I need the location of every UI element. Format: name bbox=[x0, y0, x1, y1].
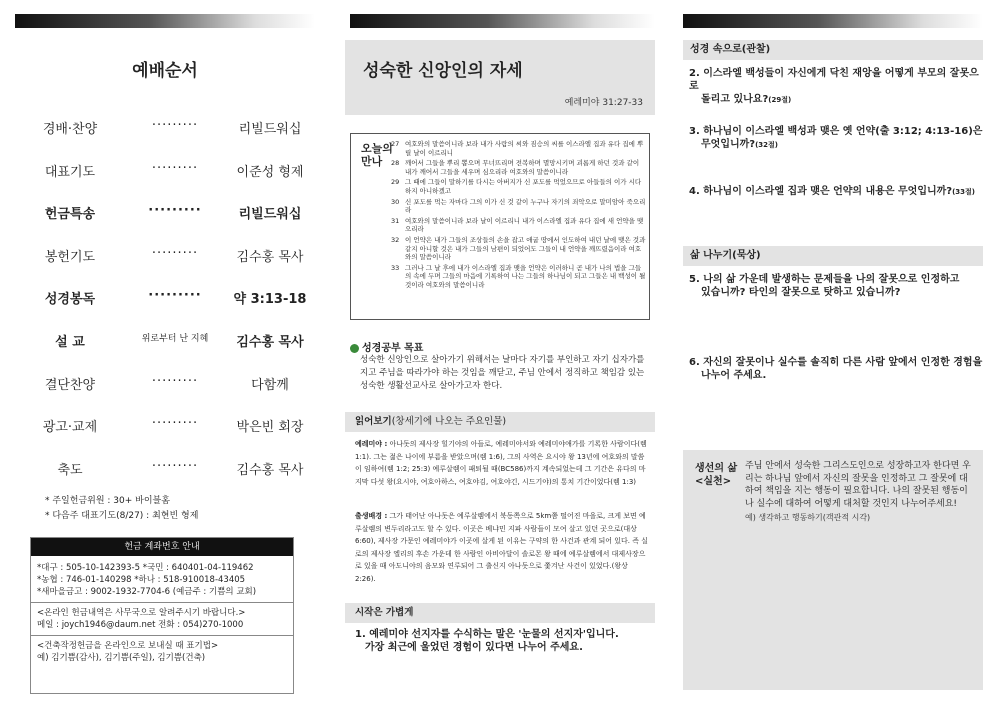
verse-text: 여호와의 말씀이니라 보라 내가 사람의 씨와 짐승의 씨를 이스라엘 집과 유다 집에 뿌릴 날이 이르리니 bbox=[405, 140, 644, 157]
worship-order-row bbox=[30, 161, 310, 181]
worship-order-row bbox=[30, 203, 310, 223]
verse-number: 28 bbox=[391, 159, 400, 168]
verse-number: 31 bbox=[391, 216, 400, 225]
offering-committee-note: * 주일헌금위원 : 30+ 바이블홈 bbox=[45, 496, 170, 506]
order-item-leader: ········· bbox=[148, 203, 202, 219]
offering-accounts bbox=[31, 556, 293, 603]
question-5-line1: 5. 나의 삶 가운데 발생하는 문제들을 나의 잘못으로 인정하고 bbox=[689, 274, 960, 285]
worship-order-row bbox=[30, 459, 310, 479]
order-item-name: 결단찬양 bbox=[44, 377, 96, 393]
question-1 bbox=[355, 628, 619, 654]
question-3 bbox=[689, 125, 982, 152]
order-item-person: 김수홍 목사 bbox=[236, 335, 304, 350]
order-item-name: 경배·찬양 bbox=[42, 122, 98, 137]
scripture-reference: 예레미야 31:27-33 bbox=[564, 98, 643, 108]
order-item-leader: 위로부터 난 지혜 bbox=[141, 334, 209, 344]
worship-order-title: 예배순서 bbox=[132, 61, 198, 81]
column-questions bbox=[683, 0, 983, 707]
today-label-line1: 오늘의 bbox=[361, 142, 393, 155]
question-1-line1: 1. 예레미야 선지자를 수식하는 말은 '눈물의 선지자'입니다. bbox=[355, 629, 619, 640]
verse-item bbox=[391, 198, 646, 215]
worship-order-row bbox=[30, 288, 310, 308]
order-item-leader: ········· bbox=[151, 160, 199, 176]
verse-text: 그러나 그 날 후에 내가 이스라엘 집과 맺을 언약은 이러하니 곧 내가 나의 법을 그들의 속에 두며 그들의 마음에 기록하여 나는 그들의 하나님이 되고 그들은 내 백성이 될 것이라 여호와의 말씀이니라 bbox=[405, 263, 646, 289]
practice-label bbox=[695, 462, 737, 488]
order-item-person: 약 3:13-18 bbox=[233, 292, 307, 308]
question-4-verse: (33절) bbox=[952, 188, 976, 196]
column-worship-order bbox=[0, 0, 320, 707]
order-item-name: 광고·교제 bbox=[42, 420, 98, 436]
order-item-leader: ········· bbox=[148, 288, 202, 304]
question-2-line1: 2. 이스라엘 백성들이 자신에게 닥친 재앙을 어떻게 부모의 잘못으로 bbox=[689, 68, 979, 92]
question-6-line2: 나누어 주세요. bbox=[701, 370, 767, 381]
offering-info-box bbox=[30, 537, 294, 694]
practice-text: 주님 안에서 성숙한 그리스도인으로 성장하고자 한다면 우리는 하나님 앞에서 자신의 잘못을 인정하고 그 잘못에 대하여 책임을 지는 행동이 필요합니다. 나의 잘못된 행동이나 실수에 대하여 어떻게 대처할 것인지 나누어주세요! bbox=[745, 461, 971, 509]
observation-heading: 성경 속으로(관찰) bbox=[683, 40, 983, 60]
today-label-line2: 만나 bbox=[361, 155, 383, 168]
order-item-person: 김수홍 목사 bbox=[236, 249, 304, 265]
account-line: *새마을금고 : 9002-1932-7704-6 (예금주 : 기쁨의 교회) bbox=[37, 587, 257, 597]
study-goal-title: 성경공부 목표 bbox=[362, 343, 424, 354]
order-item-name: 설 교 bbox=[55, 335, 85, 350]
verse-item bbox=[391, 178, 646, 195]
verse-number: 30 bbox=[391, 197, 400, 206]
verse-item bbox=[391, 264, 646, 290]
question-3-line1: 3. 하나님이 이스라엘 백성과 맺은 옛 언약(출 3:12; 4:13-16)은 bbox=[689, 126, 983, 137]
order-item-name: 헌금특송 bbox=[44, 207, 96, 223]
question-4 bbox=[689, 185, 975, 199]
verse-item bbox=[391, 236, 646, 262]
verse-number: 27 bbox=[391, 140, 400, 148]
question-2 bbox=[689, 67, 983, 107]
building-offering-title: <건축작정헌금을 온라인으로 보내실 때 표기법> bbox=[37, 641, 219, 651]
header-bar bbox=[350, 14, 655, 28]
reading-text: 아나돗의 제사장 힐기야의 아들로, 예레미야서와 예레미야애가를 기록한 사람이다(렘 1:1). 그는 젊은 나이에 부름을 받았으며(렘 1:6), 그의 사역은 요시야 왕 13년에 여호와의 말씀이 임하여(렘 1:2; 25:3) 예루살렘이 패퇴될 때(BC586)까지 계속되었는데 그 기간은 유다의 마지막 다섯 왕(요시야, 여호아하스, 여호야김, 여호야긴, 시드기야)의 통치 기간이었다(렘 1:3) bbox=[355, 440, 647, 486]
today-manna-label bbox=[361, 142, 393, 168]
reading-heading-bold: 읽어보기 bbox=[355, 416, 392, 427]
verse-list bbox=[391, 140, 646, 292]
worship-order-row bbox=[30, 374, 310, 394]
practice-box bbox=[683, 450, 983, 690]
today-manna-box bbox=[350, 133, 650, 320]
question-3-line2: 무엇입니까? bbox=[701, 139, 756, 150]
start-light-heading: 시작은 가볍게 bbox=[345, 603, 655, 623]
building-offering-example: 예) 김기쁨(감사), 김기쁨(주일), 김기쁨(건축) bbox=[37, 653, 206, 663]
order-item-person: 김수홍 목사 bbox=[236, 462, 304, 478]
verse-item bbox=[391, 217, 646, 234]
verse-text: 깨어서 그들을 뿌리 뽑으며 무너뜨리며 전복하며 멸망시키며 괴롭게 하던 것과 같이 내가 깨어서 그들을 세우며 심으리라 여호와의 말씀이니라 bbox=[405, 159, 640, 176]
offering-header: 헌금 계좌번호 안내 bbox=[31, 538, 293, 556]
verse-item bbox=[391, 140, 646, 157]
online-offering-contact: 메일 : joych1946@daum.net 전화 : 054)270-1000 bbox=[37, 620, 244, 630]
header-bar bbox=[683, 14, 983, 28]
account-line: *농협 : 746-01-140298 *하나 : 518-910018-43405 bbox=[37, 575, 246, 585]
question-4-text: 4. 하나님이 이스라엘 집과 맺은 언약의 내용은 무엇입니까? bbox=[689, 186, 953, 197]
building-offering-section bbox=[31, 636, 293, 668]
question-2-verse: (29절) bbox=[768, 96, 792, 104]
question-6 bbox=[689, 356, 982, 382]
reading-heading-rest: (창세기에 나오는 주요인물) bbox=[391, 416, 507, 427]
reading-paragraph-jeremiah bbox=[355, 438, 650, 488]
verse-text: 신 포도를 먹는 자마다 그의 이가 신 것 같이 누구나 자기의 죄악으로 말미암아 죽으리라 bbox=[405, 197, 646, 215]
verse-text: 이 언약은 내가 그들의 조상들의 손을 잡고 애굽 땅에서 인도하여 내던 날에 맺은 것과 같지 아니할 것은 내가 그들의 남편이 되었어도 그들이 내 언약을 깨뜨렸음이라 여호와의 말씀이니라 bbox=[405, 235, 646, 262]
study-goal-text: 성숙한 신앙인으로 살아가기 위해서는 날마다 자기를 부인하고 자기 십자가를 지고 주님을 따라가야 하는 것임을 깨닫고, 주님 안에서 정직하고 책임감 있는 성숙한 생활선교사로 살아가고자 한다. bbox=[360, 355, 645, 391]
order-item-person: 이준성 형제 bbox=[236, 164, 304, 180]
order-item-leader: ········· bbox=[151, 416, 199, 432]
sermon-title: 성숙한 신앙인의 자세 bbox=[363, 61, 523, 81]
reading-label: 출생배경 : bbox=[355, 512, 388, 520]
online-offering-title: <온라인 헌금내역은 사무국으로 알려주시기 바랍니다.> bbox=[37, 608, 246, 618]
order-item-name: 축도 bbox=[57, 462, 83, 478]
order-item-person: 리빌드워십 bbox=[238, 207, 302, 223]
study-goal-heading bbox=[350, 339, 423, 354]
order-item-name: 성경봉독 bbox=[44, 292, 96, 308]
header-bar bbox=[15, 14, 315, 28]
next-prayer-note: * 다음주 대표기도(8/27) : 최현빈 형제 bbox=[45, 511, 199, 521]
order-item-leader: ········· bbox=[151, 245, 199, 261]
reading-paragraph-birth bbox=[355, 510, 650, 585]
reading-heading bbox=[345, 412, 655, 432]
golf-flag-icon bbox=[350, 344, 359, 353]
question-3-verse: (32절) bbox=[755, 141, 779, 149]
order-item-person: 리빌드워십 bbox=[238, 122, 302, 137]
order-item-name: 대표기도 bbox=[44, 164, 96, 180]
verse-number: 32 bbox=[391, 235, 400, 244]
order-item-leader: ········· bbox=[151, 458, 199, 474]
online-offering-section bbox=[31, 603, 293, 636]
worship-order-row bbox=[30, 118, 310, 138]
reading-text: 그가 태어난 아나돗은 예루살렘에서 북동쪽으로 5km쯤 떨어진 마을로, 크게 보면 예루살렘의 변두리라고도 할 수 있다. 이곳은 베냐민 지파 사람들이 모여 살고 있던 곳으로(대상 6:60), 제사장 가문인 예레미야가 이곳에 살게 된 이유는 구약의 한 사건과 관계 되어 있다. 즉 실로의 제사장 엘리의 후손 가운데 한 사람인 아비아달이 솔로몬 왕 때에 예루살렘에서 대제사장으로 있을 때 아도니야의 음모와 연루되어 그 출신지 아나돗으로 쫓겨난 사건이 있었다.(왕상 2:26). bbox=[355, 512, 648, 583]
practice-label-line1: 생선의 삶 bbox=[695, 463, 738, 474]
verse-item bbox=[391, 159, 646, 176]
account-line: *대구 : 505-10-142393-5 *국민 : 640401-04-119462 bbox=[37, 563, 254, 573]
order-item-person: 박은빈 회장 bbox=[236, 420, 304, 436]
verse-text: 여호와의 말씀이니라 보라 날이 이르리니 내가 이스라엘 집과 유다 집에 새 언약을 맺으리라 bbox=[405, 216, 644, 234]
question-6-line1: 6. 자신의 잘못이나 실수를 솔직히 다른 사람 앞에서 인정한 경험을 bbox=[689, 357, 983, 368]
sharing-heading: 삶 나누기(묵상) bbox=[683, 246, 983, 266]
practice-label-line2: <실천> bbox=[695, 476, 732, 487]
practice-example: 예) 생각하고 행동하기(객관적 시각) bbox=[745, 513, 871, 522]
worship-order-row bbox=[30, 331, 310, 351]
sermon-title-box bbox=[345, 40, 655, 115]
column-sermon bbox=[345, 0, 655, 707]
question-5-line2: 있습니까? 타인의 잘못으로 탓하고 있습니까? bbox=[701, 287, 901, 298]
verse-text: 그 때에 그들이 말하기를 다시는 아버지가 신 포도를 먹었으므로 아들들의 이가 시다 하지 아니하겠고 bbox=[405, 178, 642, 195]
question-5 bbox=[689, 273, 959, 299]
order-item-person: 다함께 bbox=[251, 377, 289, 393]
verse-number: 33 bbox=[391, 263, 400, 272]
question-1-line2: 가장 최근에 울었던 경험이 있다면 나누어 주세요. bbox=[365, 642, 583, 653]
worship-order-row bbox=[30, 416, 310, 436]
verse-number: 29 bbox=[391, 178, 400, 187]
reading-label: 예레미야 : bbox=[355, 440, 388, 448]
order-item-leader: ········· bbox=[151, 373, 199, 389]
question-2-line2: 돌리고 있나요? bbox=[701, 94, 769, 105]
order-item-leader: ········· bbox=[151, 118, 199, 133]
worship-order-row bbox=[30, 246, 310, 266]
order-item-name: 봉헌기도 bbox=[44, 249, 96, 265]
